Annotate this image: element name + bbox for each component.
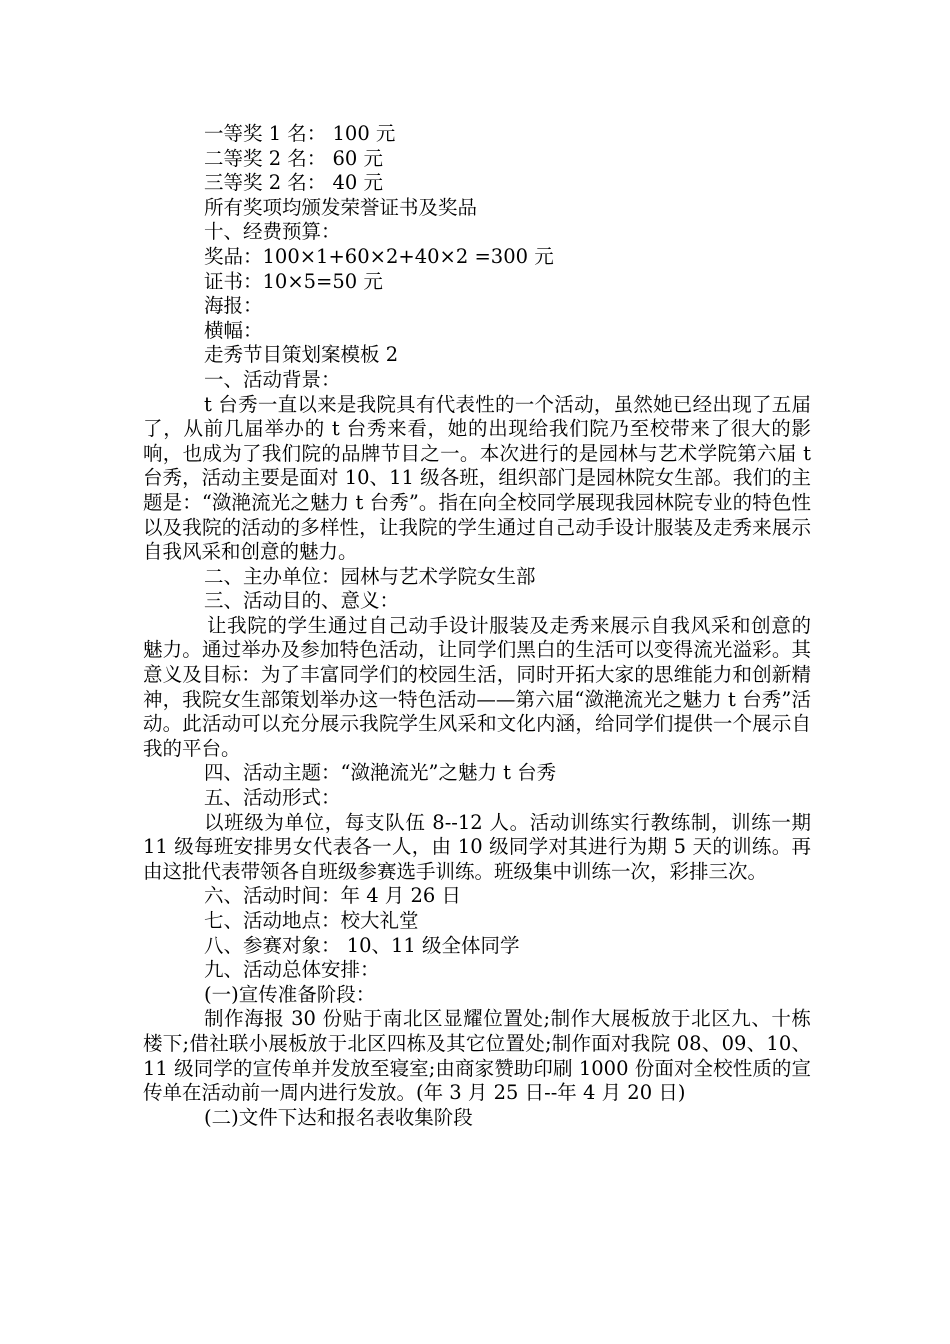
section-organizer: 二、主办单位：园林与艺术学院女生部 xyxy=(204,564,536,588)
purpose-paragraph: 让我院的学生通过自己动手设计服装及走秀来展示自我风采和创意的魅力。通过举办及参加特色活动，让同学们黑白的生活可以变得流光溢彩。其意义及目标：为了丰富同学们的校园生活，同时开拓大家的思维能力和创新精神，我院女生部策划举办这一特色活动——第六届“潋滟流光之魅力 t 台秀”活动。此活动可以充分展示我院学生风采和文化内涵，给同学们提供一个展示自我的平台。 xyxy=(143,613,811,760)
section-theme: 四、活动主题：“潋滟流光”之魅力 t 台秀 xyxy=(204,761,557,785)
budget-certificates: 证书：10×5=50 元 xyxy=(204,269,383,293)
background-paragraph: t 台秀一直以来是我院具有代表性的一个活动，虽然她已经出现了五届了，从前几届举办的 t 台秀来看，她的出现给我们院乃至校带来了很大的影响，也成为了我们院的品牌节目之一。本次进行的是园林与艺术学院第六届 t 台秀，活动主要是面对 10、11 级各班，组织部门是园林院女生部。我们的主题是：“潋滟流光之魅力 t 台秀”。指在向全校同学展现我园林院专业的特色性以及我院的活动的多样性，让我院的学生通过自己动手设计服装及走秀来展示自我风采和创意的魅力。 xyxy=(143,392,811,564)
document-body xyxy=(143,122,811,1130)
schedule-stage-two-heading: (二)文件下达和报名表收集阶段 xyxy=(204,1105,473,1129)
section-purpose-heading: 三、活动目的、意义： xyxy=(204,589,400,613)
schedule-stage-one-heading: (一)宣传准备阶段： xyxy=(204,982,376,1006)
budget-banners: 横幅： xyxy=(204,318,263,342)
section-budget-heading: 十、经费预算： xyxy=(204,220,341,244)
section-format-heading: 五、活动形式： xyxy=(204,786,341,810)
section-time: 六、活动时间：年 4 月 26 日 xyxy=(204,884,462,908)
budget-prizes: 奖品：100×1+60×2+40×2 =300 元 xyxy=(204,244,554,268)
section-schedule-heading: 九、活动总体安排： xyxy=(204,958,380,982)
prize-third: 三等奖 2 名： 40 元 xyxy=(204,171,384,195)
format-paragraph: 以班级为单位，每支队伍 8--12 人。活动训练实行教练制，训练一期 11 级每班安排男女代表各一人，由 10 级同学对其进行为期 5 天的训练。再由这批代表带领各自班级参赛选手训练。班级集中训练一次，彩排三次。 xyxy=(143,810,811,883)
prize-first: 一等奖 1 名： 100 元 xyxy=(204,122,396,145)
section-background-heading: 一、活动背景： xyxy=(204,367,341,391)
prize-note: 所有奖项均颁发荣誉证书及奖品 xyxy=(204,195,478,219)
section-location: 七、活动地点：校大礼堂 xyxy=(204,909,419,932)
section-participants: 八、参赛对象： 10、11 级全体同学 xyxy=(204,933,520,957)
template-title: 走秀节目策划案模板 2 xyxy=(204,343,399,367)
prize-second: 二等奖 2 名： 60 元 xyxy=(204,146,384,170)
schedule-stage-one-paragraph: 制作海报 30 份贴于南北区显耀位置处;制作大展板放于北区九、十栋楼下;借社联小展板放于北区四栋及其它位置处;制作面对我院 08、09、10、11 级同学的宣传单并发放至寝室;由商家赞助印刷 1000 份面对全校性质的宣传单在活动前一周内进行发放。(年 3 月 25 日--年 4 月 20 日) xyxy=(143,1007,811,1105)
budget-posters: 海报： xyxy=(204,294,263,318)
